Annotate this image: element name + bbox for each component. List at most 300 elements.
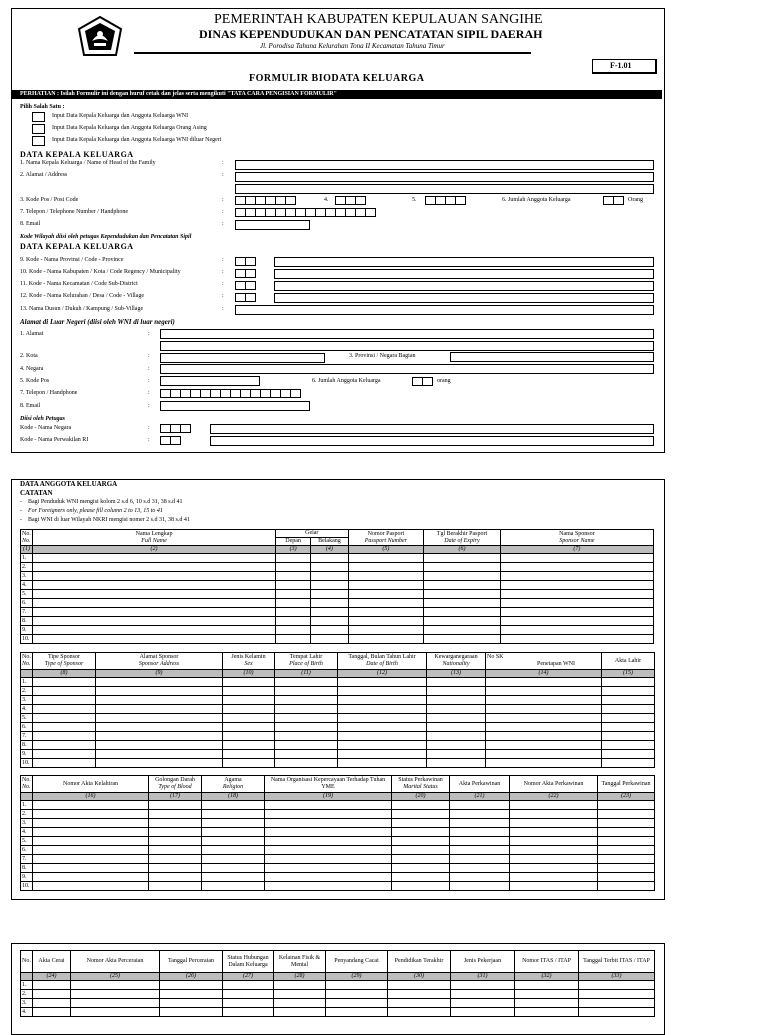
table-cell-input[interactable] [602, 750, 655, 759]
table-cell-input[interactable] [33, 687, 96, 696]
table-cell-input[interactable] [223, 750, 275, 759]
table-cell-input[interactable] [276, 581, 311, 590]
abroad-postcode-input[interactable] [160, 376, 260, 386]
table-cell-input[interactable] [274, 990, 326, 999]
table-cell-input[interactable] [348, 635, 424, 644]
table-cell-input[interactable] [202, 855, 265, 864]
representative-code-boxes[interactable] [160, 436, 180, 445]
table-cell-input[interactable] [602, 759, 655, 768]
table-cell-input[interactable] [33, 581, 276, 590]
table-cell-input[interactable] [579, 990, 655, 999]
table-cell-input[interactable] [598, 873, 655, 882]
country-code-boxes[interactable] [160, 424, 190, 433]
table-cell-input[interactable] [424, 590, 501, 599]
table-cell-input[interactable] [149, 882, 202, 891]
table-cell-input[interactable] [223, 705, 275, 714]
table-cell-input[interactable] [71, 999, 160, 1008]
table-cell-input[interactable] [450, 828, 510, 837]
table-cell-input[interactable] [276, 554, 311, 563]
table-cell-input[interactable] [602, 687, 655, 696]
table-cell-input[interactable] [275, 741, 338, 750]
table-cell-input[interactable] [602, 741, 655, 750]
col-fullname-header [33, 530, 276, 546]
table-cell-input[interactable] [348, 581, 424, 590]
abroad-address-input-2[interactable] [160, 341, 654, 351]
table-cell-input[interactable] [338, 759, 427, 768]
table-cell-input[interactable] [274, 999, 326, 1008]
table-cell-input[interactable] [96, 714, 223, 723]
table-cell-input[interactable] [338, 678, 427, 687]
table-cell-input[interactable] [223, 714, 275, 723]
table-cell-input[interactable] [450, 837, 510, 846]
table-cell-input[interactable] [427, 714, 486, 723]
abroad-state-input[interactable] [450, 352, 654, 362]
table-cell-input[interactable] [311, 563, 348, 572]
table-cell-input[interactable] [338, 732, 427, 741]
table-cell-input[interactable] [33, 855, 149, 864]
table-cell-input[interactable] [427, 759, 486, 768]
table-cell-input[interactable] [602, 705, 655, 714]
table-cell-input[interactable] [33, 723, 96, 732]
table-cell-input[interactable] [265, 855, 392, 864]
table-cell-input[interactable] [276, 626, 311, 635]
table-cell-input[interactable] [424, 572, 501, 581]
table-cell-input[interactable] [96, 723, 223, 732]
table-cell-input[interactable] [223, 741, 275, 750]
option-foreigner-checkbox[interactable] [32, 124, 45, 134]
table-cell-input[interactable] [71, 990, 160, 999]
table-cell-input[interactable] [311, 581, 348, 590]
province-code-boxes[interactable] [235, 257, 255, 266]
table-cell-input[interactable] [265, 864, 392, 873]
table-cell-input[interactable] [500, 635, 653, 644]
table-cell-input[interactable] [515, 990, 579, 999]
table-cell-input[interactable] [348, 626, 424, 635]
field-4-boxes[interactable] [335, 196, 365, 205]
table-cell-input[interactable] [451, 999, 515, 1008]
table-cell-input[interactable] [33, 873, 149, 882]
table-cell-input[interactable] [510, 801, 598, 810]
kk-address-input-2[interactable] [235, 184, 654, 194]
kk-postcode-boxes[interactable] [235, 196, 295, 205]
table-cell-input[interactable] [598, 810, 655, 819]
table-cell-input[interactable] [265, 837, 392, 846]
table-cell-input[interactable] [348, 554, 424, 563]
table-cell-input[interactable] [427, 696, 486, 705]
table-cell-input[interactable] [276, 572, 311, 581]
table-cell-input[interactable] [311, 599, 348, 608]
table-cell-input[interactable] [149, 855, 202, 864]
table-cell-input[interactable] [486, 723, 602, 732]
representative-name-input[interactable] [210, 436, 654, 446]
table-cell-input[interactable] [223, 732, 275, 741]
table-cell-input[interactable] [602, 714, 655, 723]
table-cell-input[interactable] [602, 696, 655, 705]
table-cell-input[interactable] [392, 837, 450, 846]
table-cell-input[interactable] [392, 864, 450, 873]
table-cell-input[interactable] [388, 981, 451, 990]
table-cell-input[interactable] [326, 990, 388, 999]
table-cell-input[interactable] [500, 608, 653, 617]
table-cell-input[interactable] [427, 678, 486, 687]
table-cell-input[interactable] [202, 882, 265, 891]
table-cell-input[interactable] [602, 723, 655, 732]
village-code-boxes[interactable] [235, 293, 255, 302]
table-cell-input[interactable] [451, 1008, 515, 1017]
table-cell-input[interactable] [160, 990, 223, 999]
village-name-input[interactable] [274, 293, 654, 303]
table-cell-input[interactable] [33, 819, 149, 828]
table-cell-input[interactable] [348, 617, 424, 626]
table-cell-input[interactable] [149, 828, 202, 837]
table-cell-input[interactable] [602, 678, 655, 687]
table-cell-input[interactable] [275, 687, 338, 696]
table-cell-input[interactable] [311, 608, 348, 617]
table-cell-input[interactable] [96, 687, 223, 696]
table-cell-input[interactable] [275, 714, 338, 723]
table-cell-input[interactable] [598, 882, 655, 891]
table-cell-input[interactable] [33, 626, 276, 635]
table-cell-input[interactable] [96, 696, 223, 705]
table-cell-input[interactable] [202, 864, 265, 873]
table-cell-input[interactable] [276, 608, 311, 617]
table-cell-input[interactable] [486, 696, 602, 705]
table-cell-input[interactable] [33, 801, 149, 810]
col-itas-no-header: Nomor ITAS / ITAP [515, 951, 579, 973]
table-cell-input[interactable] [223, 981, 274, 990]
table-cell-input[interactable] [275, 759, 338, 768]
table-cell-input[interactable] [392, 846, 450, 855]
table-cell-input[interactable] [424, 635, 501, 644]
table-cell-input[interactable] [33, 990, 71, 999]
table-cell-input[interactable] [149, 819, 202, 828]
table-cell-input[interactable] [223, 678, 275, 687]
table-cell-input[interactable] [510, 837, 598, 846]
table-cell-input[interactable] [424, 581, 501, 590]
table-cell-input[interactable] [311, 554, 348, 563]
table-cell-input[interactable] [265, 810, 392, 819]
province-name-input[interactable] [274, 257, 654, 267]
table-cell-input[interactable] [149, 864, 202, 873]
table-cell-input[interactable] [326, 981, 388, 990]
table-cell-input[interactable] [265, 882, 392, 891]
table-cell-input[interactable] [33, 759, 96, 768]
table-cell-input[interactable] [338, 705, 427, 714]
abroad-country-input[interactable] [160, 364, 654, 374]
table-cell-input[interactable] [598, 801, 655, 810]
table-cell-input[interactable] [338, 687, 427, 696]
table-cell-input[interactable] [33, 981, 71, 990]
member-count-boxes[interactable] [603, 196, 623, 205]
table-cell-input[interactable] [326, 999, 388, 1008]
table-cell-input[interactable] [486, 705, 602, 714]
abroad-phone-boxes[interactable] [160, 389, 300, 398]
table-cell-input[interactable] [33, 837, 149, 846]
country-name-input[interactable] [210, 424, 654, 434]
table-cell-input[interactable] [348, 572, 424, 581]
table-cell-input[interactable] [275, 705, 338, 714]
field-5-boxes[interactable] [425, 196, 465, 205]
option-wni-abroad-checkbox[interactable] [32, 136, 45, 146]
table-cell-input[interactable] [338, 741, 427, 750]
table-cell-input[interactable] [348, 563, 424, 572]
table-cell-input[interactable] [265, 873, 392, 882]
table-cell-input[interactable] [450, 819, 510, 828]
table-cell-input[interactable] [510, 882, 598, 891]
table-cell-input[interactable] [311, 617, 348, 626]
table-cell-input[interactable] [451, 990, 515, 999]
table-cell-input[interactable] [427, 687, 486, 696]
table-cell-input[interactable] [515, 981, 579, 990]
table-cell-input[interactable] [326, 1008, 388, 1017]
table-cell-input[interactable] [450, 882, 510, 891]
table-cell-input[interactable] [424, 617, 501, 626]
kk-phone-boxes[interactable] [235, 208, 375, 217]
table-cell-input[interactable] [96, 759, 223, 768]
table-cell-input[interactable] [450, 810, 510, 819]
table-cell-input[interactable] [450, 864, 510, 873]
table-cell-input[interactable] [579, 981, 655, 990]
table-cell-input[interactable] [223, 990, 274, 999]
table-cell-input[interactable] [149, 846, 202, 855]
table-cell-input[interactable] [33, 828, 149, 837]
col-title-header: Gelar [276, 530, 349, 538]
table-cell-input[interactable] [427, 705, 486, 714]
table-cell-input[interactable] [388, 990, 451, 999]
table-cell-input[interactable] [424, 599, 501, 608]
table-cell-input[interactable] [149, 810, 202, 819]
table-cell-input[interactable] [202, 846, 265, 855]
table-cell-input[interactable] [515, 1008, 579, 1017]
table-cell-input[interactable] [602, 732, 655, 741]
table-cell-input[interactable] [500, 599, 653, 608]
table-cell-input[interactable] [223, 687, 275, 696]
abroad-city-input[interactable] [160, 353, 325, 363]
table-cell-input[interactable] [275, 723, 338, 732]
table-cell-input[interactable] [33, 750, 96, 759]
table-cell-input[interactable] [500, 590, 653, 599]
table-cell-input[interactable] [33, 599, 276, 608]
table-cell-input[interactable] [71, 1008, 160, 1017]
table-cell-input[interactable] [598, 864, 655, 873]
table-cell-input[interactable] [510, 819, 598, 828]
table-cell-input[interactable] [33, 554, 276, 563]
col-sex-text: Jenis Kelamin [231, 654, 266, 660]
table-cell-input[interactable] [338, 714, 427, 723]
table-cell-input[interactable] [33, 696, 96, 705]
table-cell-input[interactable] [450, 873, 510, 882]
kk-name-input[interactable] [235, 160, 654, 170]
table-cell-input[interactable] [392, 819, 450, 828]
table-cell-input[interactable] [33, 678, 96, 687]
table-cell-input[interactable] [223, 723, 275, 732]
table-cell-input[interactable] [500, 554, 653, 563]
table-cell-input[interactable] [33, 741, 96, 750]
table-cell-input[interactable] [311, 635, 348, 644]
table-cell-input[interactable] [500, 626, 653, 635]
table-cell-input[interactable] [33, 882, 149, 891]
table-cell-input[interactable] [598, 837, 655, 846]
table-cell-input[interactable] [265, 828, 392, 837]
table-cell-input[interactable] [33, 563, 276, 572]
table-cell-input[interactable] [392, 855, 450, 864]
table-cell-input[interactable] [427, 750, 486, 759]
table-cell-input[interactable] [338, 723, 427, 732]
table-cell-input[interactable] [427, 723, 486, 732]
table-cell-input[interactable] [275, 750, 338, 759]
table-cell-input[interactable] [276, 635, 311, 644]
kk-address-input-1[interactable] [235, 172, 654, 182]
table-cell-input[interactable] [500, 617, 653, 626]
table-cell-input[interactable] [33, 864, 149, 873]
table-cell-input[interactable] [392, 828, 450, 837]
table-cell-input[interactable] [33, 590, 276, 599]
table-cell-input[interactable] [515, 999, 579, 1008]
table-cell-input[interactable] [276, 590, 311, 599]
table-cell-input[interactable] [33, 810, 149, 819]
table-cell-input[interactable] [450, 801, 510, 810]
table-cell-input[interactable] [348, 599, 424, 608]
table-cell-input[interactable] [149, 837, 202, 846]
table-cell-input[interactable] [96, 732, 223, 741]
table-cell-input[interactable] [33, 1008, 71, 1017]
table-cell-input[interactable] [160, 999, 223, 1008]
table-cell-input[interactable] [275, 732, 338, 741]
table-cell-input[interactable] [311, 626, 348, 635]
abroad-member-count-boxes[interactable] [412, 377, 432, 386]
table-cell-input[interactable] [160, 981, 223, 990]
table-cell-input[interactable] [276, 617, 311, 626]
table-cell-input[interactable] [500, 563, 653, 572]
table-cell-input[interactable] [33, 705, 96, 714]
table-cell-input[interactable] [486, 687, 602, 696]
table-cell-input[interactable] [276, 599, 311, 608]
table-cell-input[interactable] [223, 1008, 274, 1017]
table-cell-input[interactable] [348, 608, 424, 617]
table-cell-input[interactable] [33, 732, 96, 741]
table-cell-input[interactable] [276, 563, 311, 572]
table-cell-input[interactable] [486, 741, 602, 750]
table-cell-input[interactable] [33, 572, 276, 581]
table-cell-input[interactable] [348, 590, 424, 599]
table-cell-input[interactable] [388, 999, 451, 1008]
table-cell-input[interactable] [388, 1008, 451, 1017]
table-cell-input[interactable] [392, 801, 450, 810]
table-cell-input[interactable] [33, 999, 71, 1008]
table-cell-input[interactable] [275, 696, 338, 705]
table-cell-input[interactable] [202, 801, 265, 810]
table-cell-input[interactable] [579, 1008, 655, 1017]
abroad-address-input-1[interactable] [160, 329, 654, 339]
table-cell-input[interactable] [486, 750, 602, 759]
table-cell-input[interactable] [486, 714, 602, 723]
table-cell-input[interactable] [265, 846, 392, 855]
table-cell-input[interactable] [33, 714, 96, 723]
table-cell-input[interactable] [274, 981, 326, 990]
table-cell-input[interactable] [598, 819, 655, 828]
table-cell-input[interactable] [510, 864, 598, 873]
table-cell-input[interactable] [424, 554, 501, 563]
table-cell-input[interactable] [33, 608, 276, 617]
table-cell-input[interactable] [579, 999, 655, 1008]
table-cell-input[interactable] [427, 732, 486, 741]
table-cell-input[interactable] [149, 801, 202, 810]
table-cell-input[interactable] [500, 572, 653, 581]
table-cell-input[interactable] [598, 855, 655, 864]
table-cell-input[interactable] [96, 678, 223, 687]
table-cell-input[interactable] [33, 635, 276, 644]
subvillage-input[interactable] [235, 305, 654, 315]
table-cell-input[interactable] [71, 981, 160, 990]
table-cell-input[interactable] [392, 873, 450, 882]
regency-code-boxes[interactable] [235, 269, 255, 278]
table-cell-input[interactable] [510, 855, 598, 864]
table-cell-input[interactable] [223, 999, 274, 1008]
table-cell-input[interactable] [202, 828, 265, 837]
abroad-email-input[interactable] [160, 401, 310, 411]
table-cell-input[interactable] [510, 810, 598, 819]
table-cell-input[interactable] [149, 873, 202, 882]
table-cell-input[interactable] [450, 855, 510, 864]
table-cell-input[interactable] [424, 563, 501, 572]
table-cell-input[interactable] [598, 828, 655, 837]
table-cell-input[interactable] [160, 1008, 223, 1017]
table-cell-input[interactable] [265, 801, 392, 810]
table-cell-input[interactable] [311, 572, 348, 581]
table-cell-input[interactable] [451, 981, 515, 990]
kk-email-input[interactable] [235, 220, 310, 230]
option-wni-checkbox[interactable] [32, 112, 45, 122]
table-cell-input[interactable] [33, 617, 276, 626]
table-cell-input[interactable] [275, 678, 338, 687]
table-cell-input[interactable] [223, 759, 275, 768]
table-cell-input[interactable] [223, 696, 275, 705]
table-cell-input[interactable] [338, 750, 427, 759]
subdistrict-name-input[interactable] [274, 281, 654, 291]
table-cell-input[interactable] [274, 1008, 326, 1017]
table-cell-input[interactable] [486, 732, 602, 741]
regency-name-input[interactable] [274, 269, 654, 279]
table-cell-input[interactable] [424, 608, 501, 617]
table-cell-input[interactable] [202, 873, 265, 882]
table-cell-input[interactable] [202, 810, 265, 819]
table-cell-input[interactable] [510, 828, 598, 837]
table-cell-input[interactable] [486, 678, 602, 687]
table-cell-input[interactable] [311, 590, 348, 599]
col-num: (2) [33, 546, 276, 554]
table-cell-input[interactable] [202, 819, 265, 828]
table-cell-input[interactable] [338, 696, 427, 705]
table-cell-input[interactable] [450, 846, 510, 855]
table-cell-input[interactable] [500, 581, 653, 590]
table-cell-input[interactable] [392, 810, 450, 819]
subdistrict-code-boxes[interactable] [235, 281, 255, 290]
col-num: (16) [33, 793, 149, 801]
table-cell-input[interactable] [510, 846, 598, 855]
table-cell-input[interactable] [96, 705, 223, 714]
table-cell-input[interactable] [427, 741, 486, 750]
table-cell-input[interactable] [96, 741, 223, 750]
table-cell-input[interactable] [392, 882, 450, 891]
table-cell-input[interactable] [96, 750, 223, 759]
table-cell-input[interactable] [510, 873, 598, 882]
table-cell-input[interactable] [265, 819, 392, 828]
table-cell-input[interactable] [424, 626, 501, 635]
table-cell-input[interactable] [202, 837, 265, 846]
table-cell-input[interactable] [486, 759, 602, 768]
table-cell-input[interactable] [598, 846, 655, 855]
table-cell-input[interactable] [33, 846, 149, 855]
